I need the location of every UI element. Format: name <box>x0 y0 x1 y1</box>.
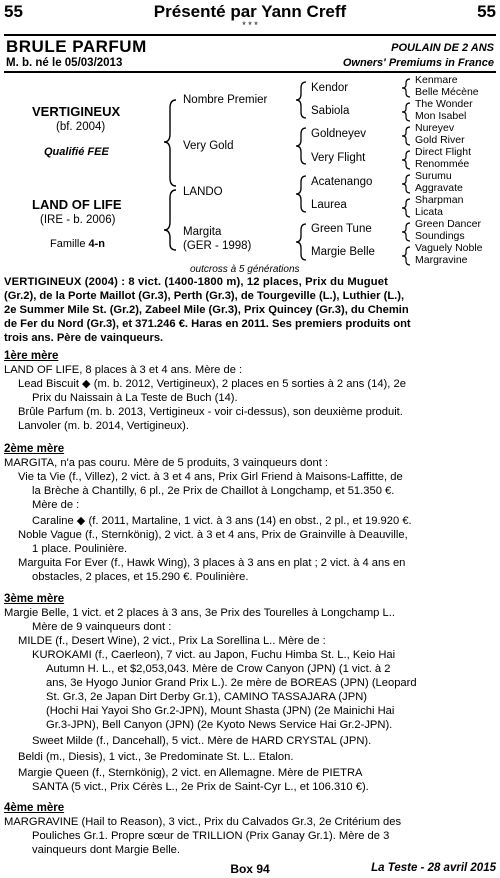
gen4-3: The Wonder <box>415 98 473 110</box>
sire-line-1: VERTIGINEUX (2004) : 8 vict. (1400-1800 m), 12 places, Prix du Muguet <box>4 276 389 288</box>
third-dam-line-7: St. Gr.3, 2e Japan Dirt Derby Gr.1), CAMINO TASSAJARA (JPN) <box>46 691 368 703</box>
gen4-7: Direct Flight <box>415 146 472 158</box>
page-title: Présenté par Yann Creff <box>153 2 347 21</box>
second-dam-line-5: Caraline ◆ (f. 2011, Martaline, 1 vict. à 3 ans (14) en obst., 2 pl., et 19.920 €. <box>32 515 412 527</box>
heading-second-dam: 2ème mère <box>4 443 65 455</box>
gen4-10: Aggravate <box>415 182 463 194</box>
sire-line-2: (Gr.2), de la Porte Maillot (Gr.3), Perth (Gr.3), de Tourgeville (L.), Luthier (L.), <box>4 290 405 302</box>
gen4-6: Gold River <box>415 134 465 146</box>
gen3-5: Acatenango <box>311 176 373 188</box>
page-number-right: 55 <box>477 2 496 21</box>
gen2-dam-sire: LANDO <box>183 186 223 198</box>
first-dam-line-2: Lead Biscuit ◆ (m. b. 2012, Vertigineux), 2 places en 5 sorties à 2 ans (14), 2e <box>18 378 406 390</box>
dam-info: (IRE - b. 2006) <box>40 214 116 226</box>
gen2-dam-dam-info: (GER - 1998) <box>183 240 252 252</box>
first-dam-line-5: Lanvoler (m. b. 2014, Vertigineux). <box>18 420 190 432</box>
horse-category: POULAIN DE 2 ANS <box>391 42 494 54</box>
third-dam-line-2: Mère de 9 vainqueurs dont : <box>32 621 172 633</box>
gen4-15: Vaguely Noble <box>415 242 483 254</box>
gen2-dam-dam: Margita <box>183 226 222 238</box>
sire-line-3: 2e Summer Mile St. (Gr.2), Zabeel Mile (Gr.3), Prix Quincey (Gr.3), du Chemin <box>4 304 409 316</box>
dam-family: Famille 4-n <box>50 238 106 250</box>
third-dam-line-12: Margie Queen (f., Sternkönig), 2 vict. en Allemagne. Mère de PIETRA <box>18 767 363 779</box>
sire-line-5: trois ans. Père de vainqueurs. <box>4 332 164 344</box>
page-number-left: 55 <box>4 2 23 21</box>
gen4-5: Nureyev <box>415 122 455 134</box>
fourth-dam-line-1: MARGRAVINE (Hail to Reason), 3 vict., Prix du Calvados Gr.3, 2e Critérium des <box>4 816 402 828</box>
footer-place-date: La Teste - 28 avril 2015 <box>371 862 496 874</box>
pedigree-brackets-gen2 <box>292 78 310 268</box>
gen4-14: Soundings <box>415 230 465 242</box>
pedigree-brackets-gen1 <box>158 90 180 270</box>
first-dam-line-1: LAND OF LIFE, 8 places à 3 et 4 ans. Mère de : <box>4 364 243 376</box>
third-dam-line-1: Margie Belle, 1 vict. et 2 places à 3 ans, 3e Prix des Tourelles à Longchamp L.. <box>4 607 395 619</box>
third-dam-line-10: Sweet Milde (f., Dancehall), 5 vict.. Mère de HARD CRYSTAL (JPN). <box>32 735 372 747</box>
gen4-8: Renommée <box>415 158 470 170</box>
fourth-dam-line-2: Pouliches Gr.1. Propre sœur de TRILLION (Prix Ganay Gr.1). Mère de 3 <box>32 830 390 842</box>
gen3-8: Margie Belle <box>311 246 375 258</box>
gen3-1: Kendor <box>311 82 349 94</box>
sire-name: VERTIGINEUX <box>32 104 121 119</box>
first-dam-line-4: Brûle Parfum (m. b. 2013, Vertigineux - voir ci-dessus), son deuxième produit. <box>18 406 403 418</box>
heading-first-dam: 1ère mère <box>4 350 59 362</box>
third-dam-line-13: SANTA (5 vict., Prix Cérès L., 2e Prix de Saint-Cyr L., et 106.310 €). <box>32 781 369 793</box>
outcross-note: outcross à 5 générations <box>190 264 300 275</box>
third-dam-line-6: ans, 3e Hyogo Junior Grand Prix L.). 2e mère de BOREAS (JPN) (Leopard <box>46 677 417 689</box>
sire-info: (bf. 2004) <box>56 121 106 133</box>
second-dam-line-9: obstacles, 2 places, et 15.290 €. Poulinière. <box>32 571 249 583</box>
fourth-dam-line-3: vainqueurs dont Margie Belle. <box>32 844 181 856</box>
heading-third-dam: 3ème mère <box>4 593 65 605</box>
second-dam-line-8: Marguita For Ever (f., Hawk Wing), 3 places à 3 ans en plat ; 2 vict. à 4 ans en <box>18 557 406 569</box>
second-dam-line-6: Noble Vague (f., Sternkönig), 2 vict. à 3 et 4 ans, Prix de Grainville à Deauville, <box>18 529 408 541</box>
pedigree-brackets-gen3 <box>398 74 414 270</box>
gen4-12: Licata <box>415 206 444 218</box>
horse-name: BRULE PARFUM <box>6 37 147 56</box>
horse-birth: M. b. né le 05/03/2013 <box>6 57 123 69</box>
title-rule-bottom <box>4 71 496 73</box>
header-stars: * * * <box>242 20 258 30</box>
gen3-3: Goldneyev <box>311 128 366 140</box>
gen4-11: Sharpman <box>415 194 464 206</box>
third-dam-line-9: Gr.3-JPN), Bell Canyon (JPN) (2e Kyoto News Service Hai Gr.2-JPN). <box>46 719 393 731</box>
sire-line-4: de Fer du Nord (Gr.3), et 371.246 €. Haras en 2011. Ses premiers produits ont <box>4 318 411 330</box>
gen3-7: Green Tune <box>311 223 372 235</box>
gen3-6: Laurea <box>311 199 347 211</box>
title-rule-top <box>4 34 496 36</box>
third-dam-line-8: (Hochi Hai Yayoi Sho Gr.2-JPN), Mount Shasta (JPN) (2e Mainichi Hai <box>46 705 395 717</box>
footer-box: Box 94 <box>230 862 270 876</box>
sire-qualification: Qualifié FEE <box>44 146 109 158</box>
second-dam-line-7: 1 place. Poulinière. <box>32 543 128 555</box>
heading-fourth-dam: 4ème mère <box>4 802 65 814</box>
gen4-4: Mon Isabel <box>415 110 467 122</box>
second-dam-line-1: MARGITA, n'a pas couru. Mère de 5 produits, 3 vainqueurs dont : <box>4 457 329 469</box>
second-dam-line-3: la Brèche à Chantilly, 6 pl., 2e Prix de Chaillot à Longchamp, et 51.350 €. <box>32 485 395 497</box>
dam-name: LAND OF LIFE <box>32 197 122 212</box>
gen4-16: Margravine <box>415 254 468 266</box>
third-dam-line-5: Autumn H. L., et $2,053,043. Mère de Crow Canyon (JPN) (1 vict. à 2 <box>46 663 391 675</box>
gen3-4: Very Flight <box>311 152 366 164</box>
first-dam-line-3: Prix du Naissain à La Teste de Buch (14). <box>32 392 238 404</box>
second-dam-line-2: Vie ta Vie (f., Villez), 2 vict. à 3 et 4 ans, Prix Girl Friend à Maisons-Laffitte, de <box>18 471 403 483</box>
gen4-1: Kenmare <box>415 74 458 86</box>
gen2-sire-dam: Very Gold <box>183 140 234 152</box>
gen4-13: Green Dancer <box>415 218 481 230</box>
gen3-2: Sabiola <box>311 105 350 117</box>
second-dam-line-4: Mère de : <box>32 499 80 511</box>
third-dam-line-3: MILDE (f., Desert Wine), 2 vict., Prix La Sorellina L.. Mère de : <box>18 635 326 647</box>
third-dam-line-11: Beldi (m., Diesis), 1 vict., 3e Predominate St. L.. Etalon. <box>18 751 294 763</box>
third-dam-line-4: KUROKAMI (f., Caerleon), 7 vict. au Japon, Fuchu Himba St. L., Keio Hai <box>32 649 396 661</box>
gen4-2: Belle Mécène <box>415 86 479 98</box>
owners-premiums: Owners' Premiums in France <box>342 57 494 69</box>
gen2-sire-sire: Nombre Premier <box>183 94 268 106</box>
gen4-9: Surumu <box>415 170 452 182</box>
